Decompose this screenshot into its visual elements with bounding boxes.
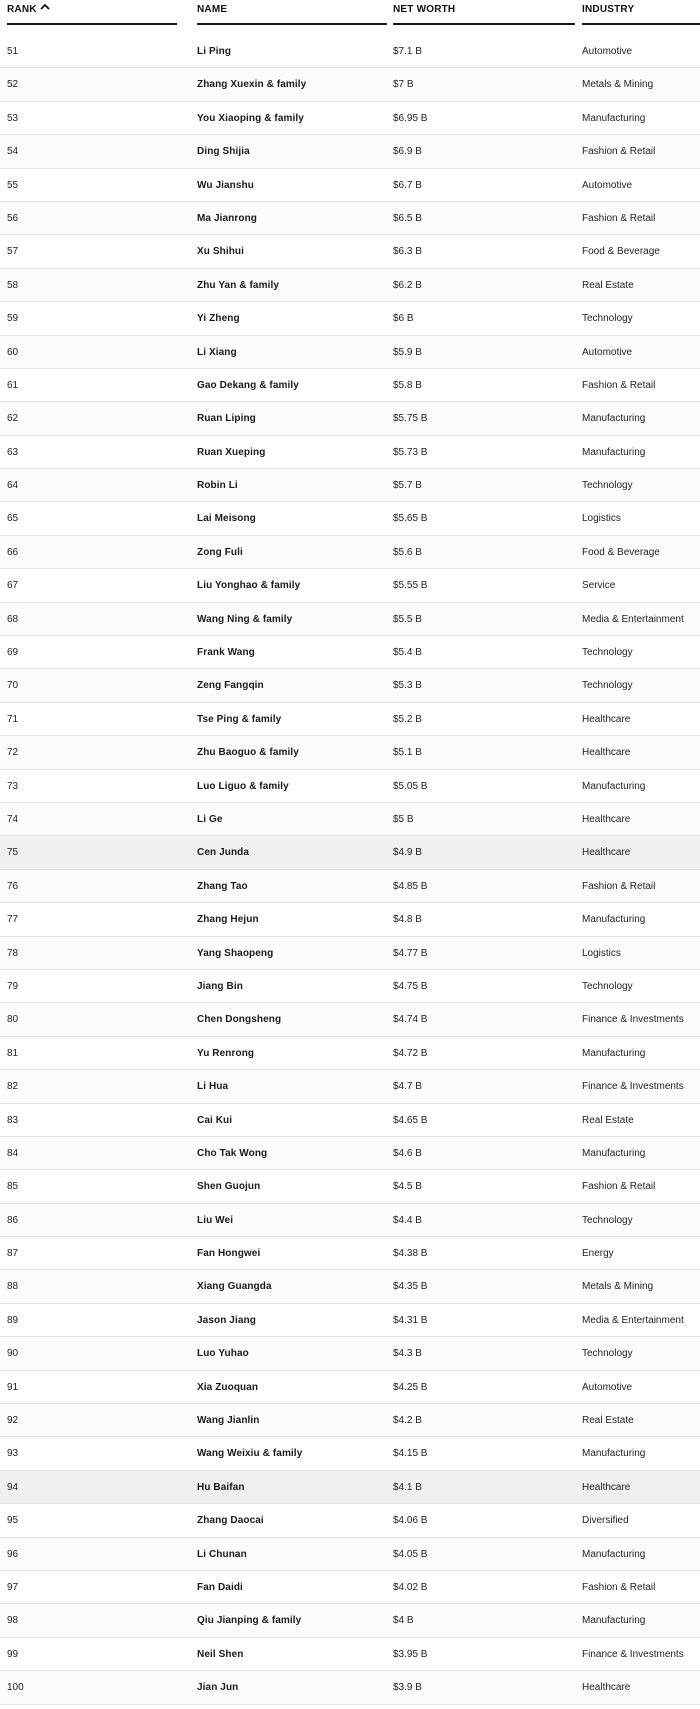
industry-cell: Technology bbox=[582, 1214, 633, 1226]
net-worth-cell: $4.4 B bbox=[393, 1214, 422, 1226]
net-worth-cell: $5.6 B bbox=[393, 546, 422, 558]
net-worth-cell: $4.38 B bbox=[393, 1248, 428, 1260]
table-row[interactable] bbox=[0, 1671, 700, 1704]
industry-cell: Manufacturing bbox=[582, 1615, 646, 1627]
name-cell[interactable]: Tse Ping & family bbox=[197, 713, 282, 725]
column-header-net-worth-label: NET WORTH bbox=[393, 4, 456, 15]
net-worth-cell: $5.55 B bbox=[393, 580, 428, 592]
table-row[interactable] bbox=[0, 536, 700, 569]
net-worth-cell: $4.77 B bbox=[393, 947, 428, 959]
net-worth-cell: $4.74 B bbox=[393, 1014, 428, 1026]
net-worth-cell: $4.2 B bbox=[393, 1415, 422, 1427]
industry-cell: Automotive bbox=[582, 1381, 633, 1393]
table-row[interactable] bbox=[0, 1270, 700, 1303]
table-row[interactable] bbox=[0, 1170, 700, 1203]
industry-cell: Logistics bbox=[582, 513, 621, 525]
industry-cell: Finance & Investments bbox=[582, 1081, 684, 1093]
net-worth-cell: $5.2 B bbox=[393, 713, 422, 725]
net-worth-cell: $5.4 B bbox=[393, 647, 422, 659]
net-worth-cell: $5.73 B bbox=[393, 446, 428, 458]
industry-cell: Real Estate bbox=[582, 1415, 634, 1427]
net-worth-cell: $5.75 B bbox=[393, 413, 428, 425]
table-row[interactable] bbox=[0, 1471, 700, 1504]
net-worth-cell: $7 B bbox=[393, 79, 414, 91]
table-row[interactable] bbox=[0, 102, 700, 135]
rank-cell: 93 bbox=[7, 1448, 19, 1460]
net-worth-cell: $4.3 B bbox=[393, 1348, 422, 1360]
industry-cell: Metals & Mining bbox=[582, 1281, 654, 1293]
name-cell[interactable]: Zong Fuli bbox=[197, 546, 243, 558]
industry-cell: Diversified bbox=[582, 1515, 629, 1527]
net-worth-cell: $4.05 B bbox=[393, 1548, 428, 1560]
table-row[interactable] bbox=[0, 669, 700, 702]
table-row[interactable] bbox=[0, 202, 700, 235]
table-row[interactable] bbox=[0, 1070, 700, 1103]
table-row[interactable] bbox=[0, 870, 700, 903]
table-row[interactable] bbox=[0, 703, 700, 736]
rank-cell: 68 bbox=[7, 613, 19, 625]
table-row[interactable] bbox=[0, 1371, 700, 1404]
name-cell[interactable]: Chen Dongsheng bbox=[197, 1014, 282, 1026]
industry-cell: Food & Beverage bbox=[582, 546, 660, 558]
name-cell[interactable]: Li Chunan bbox=[197, 1548, 247, 1560]
name-cell[interactable]: Zhang Hejun bbox=[197, 914, 259, 926]
table-row[interactable] bbox=[0, 269, 700, 302]
net-worth-cell: $4.02 B bbox=[393, 1581, 428, 1593]
rank-cell: 78 bbox=[7, 947, 19, 959]
net-worth-cell: $6.9 B bbox=[393, 146, 422, 158]
name-cell[interactable]: Luo Yuhao bbox=[197, 1348, 249, 1360]
name-cell[interactable]: Zeng Fangqin bbox=[197, 680, 264, 692]
name-cell[interactable]: Zhang Xuexin & family bbox=[197, 79, 307, 91]
column-header-rank[interactable] bbox=[7, 0, 177, 25]
table-row[interactable] bbox=[0, 770, 700, 803]
name-cell[interactable]: Xu Shihui bbox=[197, 246, 245, 258]
rank-cell: 62 bbox=[7, 413, 19, 425]
table-row[interactable] bbox=[0, 336, 700, 369]
rank-cell: 94 bbox=[7, 1481, 19, 1493]
table-row[interactable] bbox=[0, 1437, 700, 1470]
table-header bbox=[0, 0, 700, 28]
industry-cell: Healthcare bbox=[582, 847, 631, 859]
table-row[interactable] bbox=[0, 369, 700, 402]
chevron-up-icon[interactable] bbox=[40, 0, 50, 18]
net-worth-cell: $3.9 B bbox=[393, 1682, 422, 1694]
name-cell[interactable]: Ma Jianrong bbox=[197, 212, 257, 224]
net-worth-cell: $4.25 B bbox=[393, 1381, 428, 1393]
table-row[interactable] bbox=[0, 68, 700, 101]
rank-cell: 89 bbox=[7, 1314, 19, 1326]
net-worth-cell: $5.65 B bbox=[393, 513, 428, 525]
industry-cell: Automotive bbox=[582, 179, 633, 191]
table-row[interactable] bbox=[0, 1638, 700, 1671]
name-cell[interactable]: Frank Wang bbox=[197, 647, 255, 659]
name-cell[interactable]: Li Xiang bbox=[197, 346, 237, 358]
name-cell[interactable]: Lai Meisong bbox=[197, 513, 256, 525]
name-cell[interactable]: Li Ping bbox=[197, 46, 232, 57]
net-worth-cell: $4.15 B bbox=[393, 1448, 428, 1460]
industry-cell: Fashion & Retail bbox=[582, 379, 656, 391]
rank-cell: 52 bbox=[7, 79, 19, 91]
name-cell[interactable]: Hu Baifan bbox=[197, 1481, 245, 1493]
table-row[interactable] bbox=[0, 1604, 700, 1637]
net-worth-cell: $6.5 B bbox=[393, 212, 422, 224]
net-worth-cell: $4.1 B bbox=[393, 1481, 422, 1493]
net-worth-cell: $4.9 B bbox=[393, 847, 422, 859]
rank-cell: 87 bbox=[7, 1248, 19, 1260]
rank-cell: 88 bbox=[7, 1281, 19, 1293]
table-row[interactable] bbox=[0, 302, 700, 335]
name-cell[interactable]: Ruan Xueping bbox=[197, 446, 266, 458]
name-cell[interactable]: Cen Junda bbox=[197, 847, 250, 859]
net-worth-cell: $4 B bbox=[393, 1615, 414, 1627]
industry-cell: Manufacturing bbox=[582, 1448, 646, 1460]
rank-cell: 63 bbox=[7, 446, 19, 458]
industry-cell: Media & Entertainment bbox=[582, 1314, 684, 1326]
rank-cell: 54 bbox=[7, 146, 19, 158]
rank-cell: 56 bbox=[7, 212, 19, 224]
rank-cell: 76 bbox=[7, 880, 19, 892]
industry-cell: Fashion & Retail bbox=[582, 880, 656, 892]
table-row[interactable] bbox=[0, 836, 700, 869]
name-cell[interactable]: Cai Kui bbox=[197, 1114, 233, 1126]
net-worth-cell: $6 B bbox=[393, 313, 414, 325]
rank-cell: 91 bbox=[7, 1381, 19, 1393]
net-worth-cell: $6.2 B bbox=[393, 279, 422, 291]
table-row[interactable] bbox=[0, 736, 700, 769]
industry-cell: Manufacturing bbox=[582, 446, 646, 458]
name-cell[interactable]: Jian Jun bbox=[197, 1682, 239, 1694]
column-header-industry-label: INDUSTRY bbox=[582, 4, 635, 15]
rank-cell: 60 bbox=[7, 346, 19, 358]
net-worth-cell: $5 B bbox=[393, 813, 414, 825]
table-row[interactable] bbox=[0, 903, 700, 936]
name-cell[interactable]: Liu Wei bbox=[197, 1214, 234, 1226]
name-cell[interactable]: Wang Weixiu & family bbox=[197, 1448, 303, 1460]
net-worth-cell: $5.7 B bbox=[393, 480, 422, 492]
table-row[interactable] bbox=[0, 1538, 700, 1571]
name-cell[interactable]: Li Ge bbox=[197, 813, 223, 825]
industry-cell: Manufacturing bbox=[582, 1548, 646, 1560]
name-cell[interactable]: Robin Li bbox=[197, 480, 238, 492]
rank-cell: 73 bbox=[7, 780, 19, 792]
net-worth-cell: $5.5 B bbox=[393, 613, 422, 625]
name-cell[interactable]: Jiang Bin bbox=[197, 980, 243, 992]
table-row[interactable] bbox=[0, 1237, 700, 1270]
rank-cell: 58 bbox=[7, 279, 19, 291]
industry-cell: Media & Entertainment bbox=[582, 613, 684, 625]
net-worth-cell: $4.6 B bbox=[393, 1147, 422, 1159]
rank-cell: 100 bbox=[7, 1682, 24, 1694]
industry-cell: Healthcare bbox=[582, 713, 631, 725]
rank-cell: 84 bbox=[7, 1147, 19, 1159]
industry-cell: Fashion & Retail bbox=[582, 1181, 656, 1193]
table-row[interactable] bbox=[0, 569, 700, 602]
net-worth-cell: $6.3 B bbox=[393, 246, 422, 258]
rank-cell: 82 bbox=[7, 1081, 19, 1093]
table-row[interactable] bbox=[0, 1504, 700, 1537]
column-header-name[interactable] bbox=[197, 0, 387, 25]
name-cell[interactable]: Zhu Baoguo & family bbox=[197, 747, 299, 759]
table-row[interactable] bbox=[0, 1571, 700, 1604]
name-cell[interactable]: Fan Hongwei bbox=[197, 1248, 261, 1260]
rank-cell: 74 bbox=[7, 813, 19, 825]
rank-cell: 69 bbox=[7, 647, 19, 659]
industry-cell: Finance & Investments bbox=[582, 1014, 684, 1026]
table-body bbox=[0, 35, 700, 1705]
industry-cell: Real Estate bbox=[582, 279, 634, 291]
rank-cell: 55 bbox=[7, 179, 19, 191]
industry-cell: Fashion & Retail bbox=[582, 146, 656, 158]
industry-cell: Manufacturing bbox=[582, 1147, 646, 1159]
industry-cell: Automotive bbox=[582, 46, 633, 57]
name-cell[interactable]: Yi Zheng bbox=[197, 313, 240, 325]
table-row[interactable] bbox=[0, 636, 700, 669]
table-row[interactable] bbox=[0, 970, 700, 1003]
table-row[interactable] bbox=[0, 1037, 700, 1070]
rank-cell: 90 bbox=[7, 1348, 19, 1360]
net-worth-cell: $6.95 B bbox=[393, 112, 428, 124]
industry-cell: Manufacturing bbox=[582, 914, 646, 926]
table-row[interactable] bbox=[0, 1204, 700, 1237]
name-cell[interactable]: Li Hua bbox=[197, 1081, 229, 1093]
name-cell[interactable]: Yang Shaopeng bbox=[197, 947, 274, 959]
rank-cell: 86 bbox=[7, 1214, 19, 1226]
industry-cell: Technology bbox=[582, 680, 633, 692]
rank-cell: 97 bbox=[7, 1581, 19, 1593]
industry-cell: Logistics bbox=[582, 947, 621, 959]
net-worth-cell: $4.31 B bbox=[393, 1314, 428, 1326]
column-header-net-worth[interactable] bbox=[393, 0, 575, 25]
rank-cell: 85 bbox=[7, 1181, 19, 1193]
header-spacer bbox=[0, 28, 700, 35]
rank-cell: 61 bbox=[7, 379, 19, 391]
net-worth-cell: $6.7 B bbox=[393, 179, 422, 191]
name-cell[interactable]: You Xiaoping & family bbox=[197, 112, 304, 124]
table-row[interactable] bbox=[0, 1337, 700, 1370]
table-row[interactable] bbox=[0, 1304, 700, 1337]
industry-cell: Automotive bbox=[582, 346, 633, 358]
rank-cell: 83 bbox=[7, 1114, 19, 1126]
net-worth-cell: $4.75 B bbox=[393, 980, 428, 992]
rank-cell: 67 bbox=[7, 580, 19, 592]
table-row[interactable] bbox=[0, 35, 700, 68]
table-row[interactable] bbox=[0, 1137, 700, 1170]
industry-cell: Technology bbox=[582, 647, 633, 659]
name-cell[interactable]: Ruan Liping bbox=[197, 413, 256, 425]
rank-cell: 95 bbox=[7, 1515, 19, 1527]
rank-cell: 65 bbox=[7, 513, 19, 525]
column-header-name-label: NAME bbox=[197, 4, 228, 15]
net-worth-cell: $3.95 B bbox=[393, 1648, 428, 1660]
industry-cell: Manufacturing bbox=[582, 413, 646, 425]
name-cell[interactable]: Jason Jiang bbox=[197, 1314, 256, 1326]
table-row[interactable] bbox=[0, 803, 700, 836]
net-worth-cell: $4.7 B bbox=[393, 1081, 422, 1093]
net-worth-cell: $4.06 B bbox=[393, 1515, 428, 1527]
name-cell[interactable]: Neil Shen bbox=[197, 1648, 244, 1660]
column-header-rank-label: RANK bbox=[7, 4, 37, 15]
net-worth-cell: $4.85 B bbox=[393, 880, 428, 892]
rank-cell: 80 bbox=[7, 1014, 19, 1026]
table-row[interactable] bbox=[0, 235, 700, 268]
name-cell[interactable]: Shen Guojun bbox=[197, 1181, 261, 1193]
industry-cell: Technology bbox=[582, 980, 633, 992]
rank-cell: 77 bbox=[7, 914, 19, 926]
name-cell[interactable]: Gao Dekang & family bbox=[197, 379, 299, 391]
rank-cell: 64 bbox=[7, 480, 19, 492]
industry-cell: Technology bbox=[582, 1348, 633, 1360]
industry-cell: Finance & Investments bbox=[582, 1648, 684, 1660]
rank-cell: 75 bbox=[7, 847, 19, 859]
industry-cell: Fashion & Retail bbox=[582, 1581, 656, 1593]
industry-cell: Real Estate bbox=[582, 1114, 634, 1126]
table-row[interactable] bbox=[0, 436, 700, 469]
table-row[interactable] bbox=[0, 469, 700, 502]
industry-cell: Healthcare bbox=[582, 1682, 631, 1694]
name-cell[interactable]: Ding Shijia bbox=[197, 146, 250, 158]
net-worth-cell: $4.65 B bbox=[393, 1114, 428, 1126]
name-cell[interactable]: Xiang Guangda bbox=[197, 1281, 272, 1293]
net-worth-cell: $4.72 B bbox=[393, 1047, 428, 1059]
name-cell[interactable]: Wang Jianlin bbox=[197, 1415, 260, 1427]
rank-cell: 57 bbox=[7, 246, 19, 258]
net-worth-cell: $5.3 B bbox=[393, 680, 422, 692]
table-row[interactable] bbox=[0, 169, 700, 202]
table-row[interactable] bbox=[0, 1404, 700, 1437]
industry-cell: Healthcare bbox=[582, 813, 631, 825]
name-cell[interactable]: Wu Jianshu bbox=[197, 179, 254, 191]
net-worth-cell: $5.05 B bbox=[393, 780, 428, 792]
table-row[interactable] bbox=[0, 135, 700, 168]
rank-cell: 98 bbox=[7, 1615, 19, 1627]
column-header-industry[interactable] bbox=[582, 0, 700, 25]
name-cell[interactable]: Liu Yonghao & family bbox=[197, 580, 301, 592]
industry-cell: Manufacturing bbox=[582, 780, 646, 792]
rank-cell: 96 bbox=[7, 1548, 19, 1560]
net-worth-cell: $5.8 B bbox=[393, 379, 422, 391]
name-cell[interactable]: Yu Renrong bbox=[197, 1047, 255, 1059]
net-worth-cell: $7.1 B bbox=[393, 46, 422, 57]
table-row[interactable] bbox=[0, 603, 700, 636]
rank-cell: 79 bbox=[7, 980, 19, 992]
rank-cell: 51 bbox=[7, 46, 19, 57]
industry-cell: Healthcare bbox=[582, 1481, 631, 1493]
rank-cell: 53 bbox=[7, 112, 19, 124]
industry-cell: Metals & Mining bbox=[582, 79, 654, 91]
net-worth-cell: $5.1 B bbox=[393, 747, 422, 759]
industry-cell: Technology bbox=[582, 313, 633, 325]
name-cell[interactable]: Zhu Yan & family bbox=[197, 279, 279, 291]
industry-cell: Healthcare bbox=[582, 747, 631, 759]
name-cell[interactable]: Fan Daidi bbox=[197, 1581, 243, 1593]
name-cell[interactable]: Luo Liguo & family bbox=[197, 780, 289, 792]
rank-cell: 92 bbox=[7, 1415, 19, 1427]
table-row[interactable] bbox=[0, 502, 700, 535]
industry-cell: Food & Beverage bbox=[582, 246, 660, 258]
industry-cell: Manufacturing bbox=[582, 1047, 646, 1059]
net-worth-cell: $4.5 B bbox=[393, 1181, 422, 1193]
industry-cell: Manufacturing bbox=[582, 112, 646, 124]
rank-cell: 81 bbox=[7, 1047, 19, 1059]
name-cell[interactable]: Zhang Tao bbox=[197, 880, 248, 892]
table-row[interactable] bbox=[0, 1003, 700, 1036]
name-cell[interactable]: Qiu Jianping & family bbox=[197, 1615, 302, 1627]
name-cell[interactable]: Cho Tak Wong bbox=[197, 1147, 268, 1159]
rank-cell: 70 bbox=[7, 680, 19, 692]
industry-cell: Service bbox=[582, 580, 616, 592]
table-row[interactable] bbox=[0, 402, 700, 435]
rank-cell: 71 bbox=[7, 713, 19, 725]
rank-cell: 99 bbox=[7, 1648, 19, 1660]
industry-cell: Energy bbox=[582, 1248, 614, 1260]
industry-cell: Fashion & Retail bbox=[582, 212, 656, 224]
net-worth-cell: $5.9 B bbox=[393, 346, 422, 358]
rank-cell: 59 bbox=[7, 313, 19, 325]
net-worth-cell: $4.8 B bbox=[393, 914, 422, 926]
name-cell[interactable]: Zhang Daocai bbox=[197, 1515, 264, 1527]
table-row[interactable] bbox=[0, 1104, 700, 1137]
table-row[interactable] bbox=[0, 937, 700, 970]
rank-cell: 72 bbox=[7, 747, 19, 759]
rank-cell: 66 bbox=[7, 546, 19, 558]
name-cell[interactable]: Xia Zuoquan bbox=[197, 1381, 259, 1393]
industry-cell: Technology bbox=[582, 480, 633, 492]
name-cell[interactable]: Wang Ning & family bbox=[197, 613, 293, 625]
net-worth-cell: $4.35 B bbox=[393, 1281, 428, 1293]
